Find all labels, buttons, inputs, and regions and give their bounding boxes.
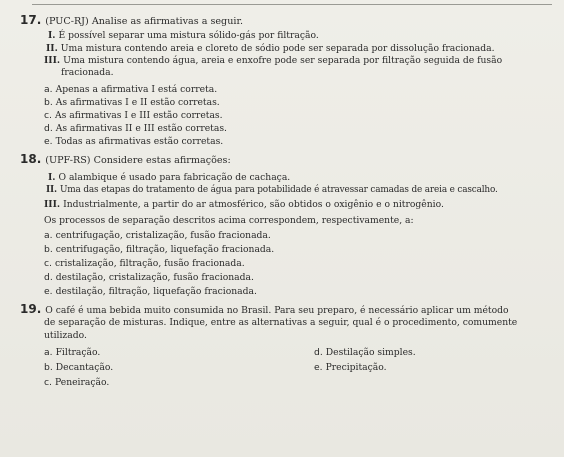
top-rule	[32, 4, 552, 5]
q17-statement-3-cont: fracionada.	[61, 67, 114, 78]
q17-statement-3: III. Uma mistura contendo água, areia e enxofre pode ser separada por filtração seguida de fusão	[44, 55, 503, 66]
q18-lead: Os processos de separação descritos acima correspondem, respectivamente, a:	[44, 215, 414, 226]
question-18-number: 18.	[20, 152, 42, 166]
q18-option-b[interactable]: b. centrifugação, filtração, liquefação fracionada.	[44, 244, 275, 255]
q17-statement-2: II. Uma mistura contendo areia e cloreto de sódio pode ser separada por dissolução fracionada.	[46, 43, 495, 54]
q18-option-c[interactable]: c. cristalização, filtração, fusão fracionada.	[44, 258, 245, 269]
q17-option-a[interactable]: a. Apenas a afirmativa I está correta.	[44, 84, 218, 95]
question-18-prompt: (UPF-RS) Considere estas afirmações:	[45, 155, 231, 166]
q19-option-e[interactable]: e. Precipitação.	[314, 362, 387, 373]
q19-option-d[interactable]: d. Destilação simples.	[314, 347, 416, 358]
q18-option-d[interactable]: d. destilação, cristalização, fusão fracionada.	[44, 272, 254, 283]
question-19-prompt-line-3: utilizado.	[44, 330, 87, 341]
q18-option-a[interactable]: a. centrifugação, cristalização, fusão fracionada.	[44, 230, 271, 241]
question-17-header	[20, 14, 243, 28]
q19-option-a[interactable]: a. Filtração.	[44, 347, 101, 358]
q17-option-e[interactable]: e. Todas as afirmativas estão corretas.	[44, 136, 224, 147]
q18-statement-3: III. Industrialmente, a partir do ar atmosférico, são obtidos o oxigênio e o nitrogênio.	[44, 199, 444, 210]
question-19-prompt-line-1: O café é uma bebida muito consumida no Brasil. Para seu preparo, é necessário aplicar um método	[45, 305, 509, 316]
q18-statement-2: II. Uma das etapas do tratamento de água para potabilidade é atravessar camadas de areia e cascalho.	[46, 185, 498, 195]
question-19-number: 19.	[20, 302, 42, 316]
q17-option-b[interactable]: b. As afirmativas I e II estão corretas.	[44, 97, 220, 108]
question-17-number: 17.	[20, 13, 42, 27]
q18-option-e[interactable]: e. destilação, filtração, liquefação fracionada.	[44, 286, 257, 297]
q17-statement-1: I. É possível separar uma mistura sólido-gás por filtração.	[48, 30, 319, 41]
q18-statement-1: I. O alambique é usado para fabricação de cachaça.	[48, 172, 291, 183]
question-19-prompt-line-2: de separação de misturas. Indique, entre as alternativas a seguir, qual é o procedimento, comumente	[44, 317, 518, 328]
question-17-prompt: (PUC-RJ) Analise as afirmativas a seguir.	[45, 16, 244, 27]
question-19-header	[20, 303, 509, 317]
question-18-header	[20, 153, 231, 167]
q19-option-c[interactable]: c. Peneiração.	[44, 377, 110, 388]
q19-option-b[interactable]: b. Decantação.	[44, 362, 114, 373]
q17-option-d[interactable]: d. As afirmativas II e III estão corretas.	[44, 123, 227, 134]
q17-option-c[interactable]: c. As afirmativas I e III estão corretas.	[44, 110, 223, 121]
